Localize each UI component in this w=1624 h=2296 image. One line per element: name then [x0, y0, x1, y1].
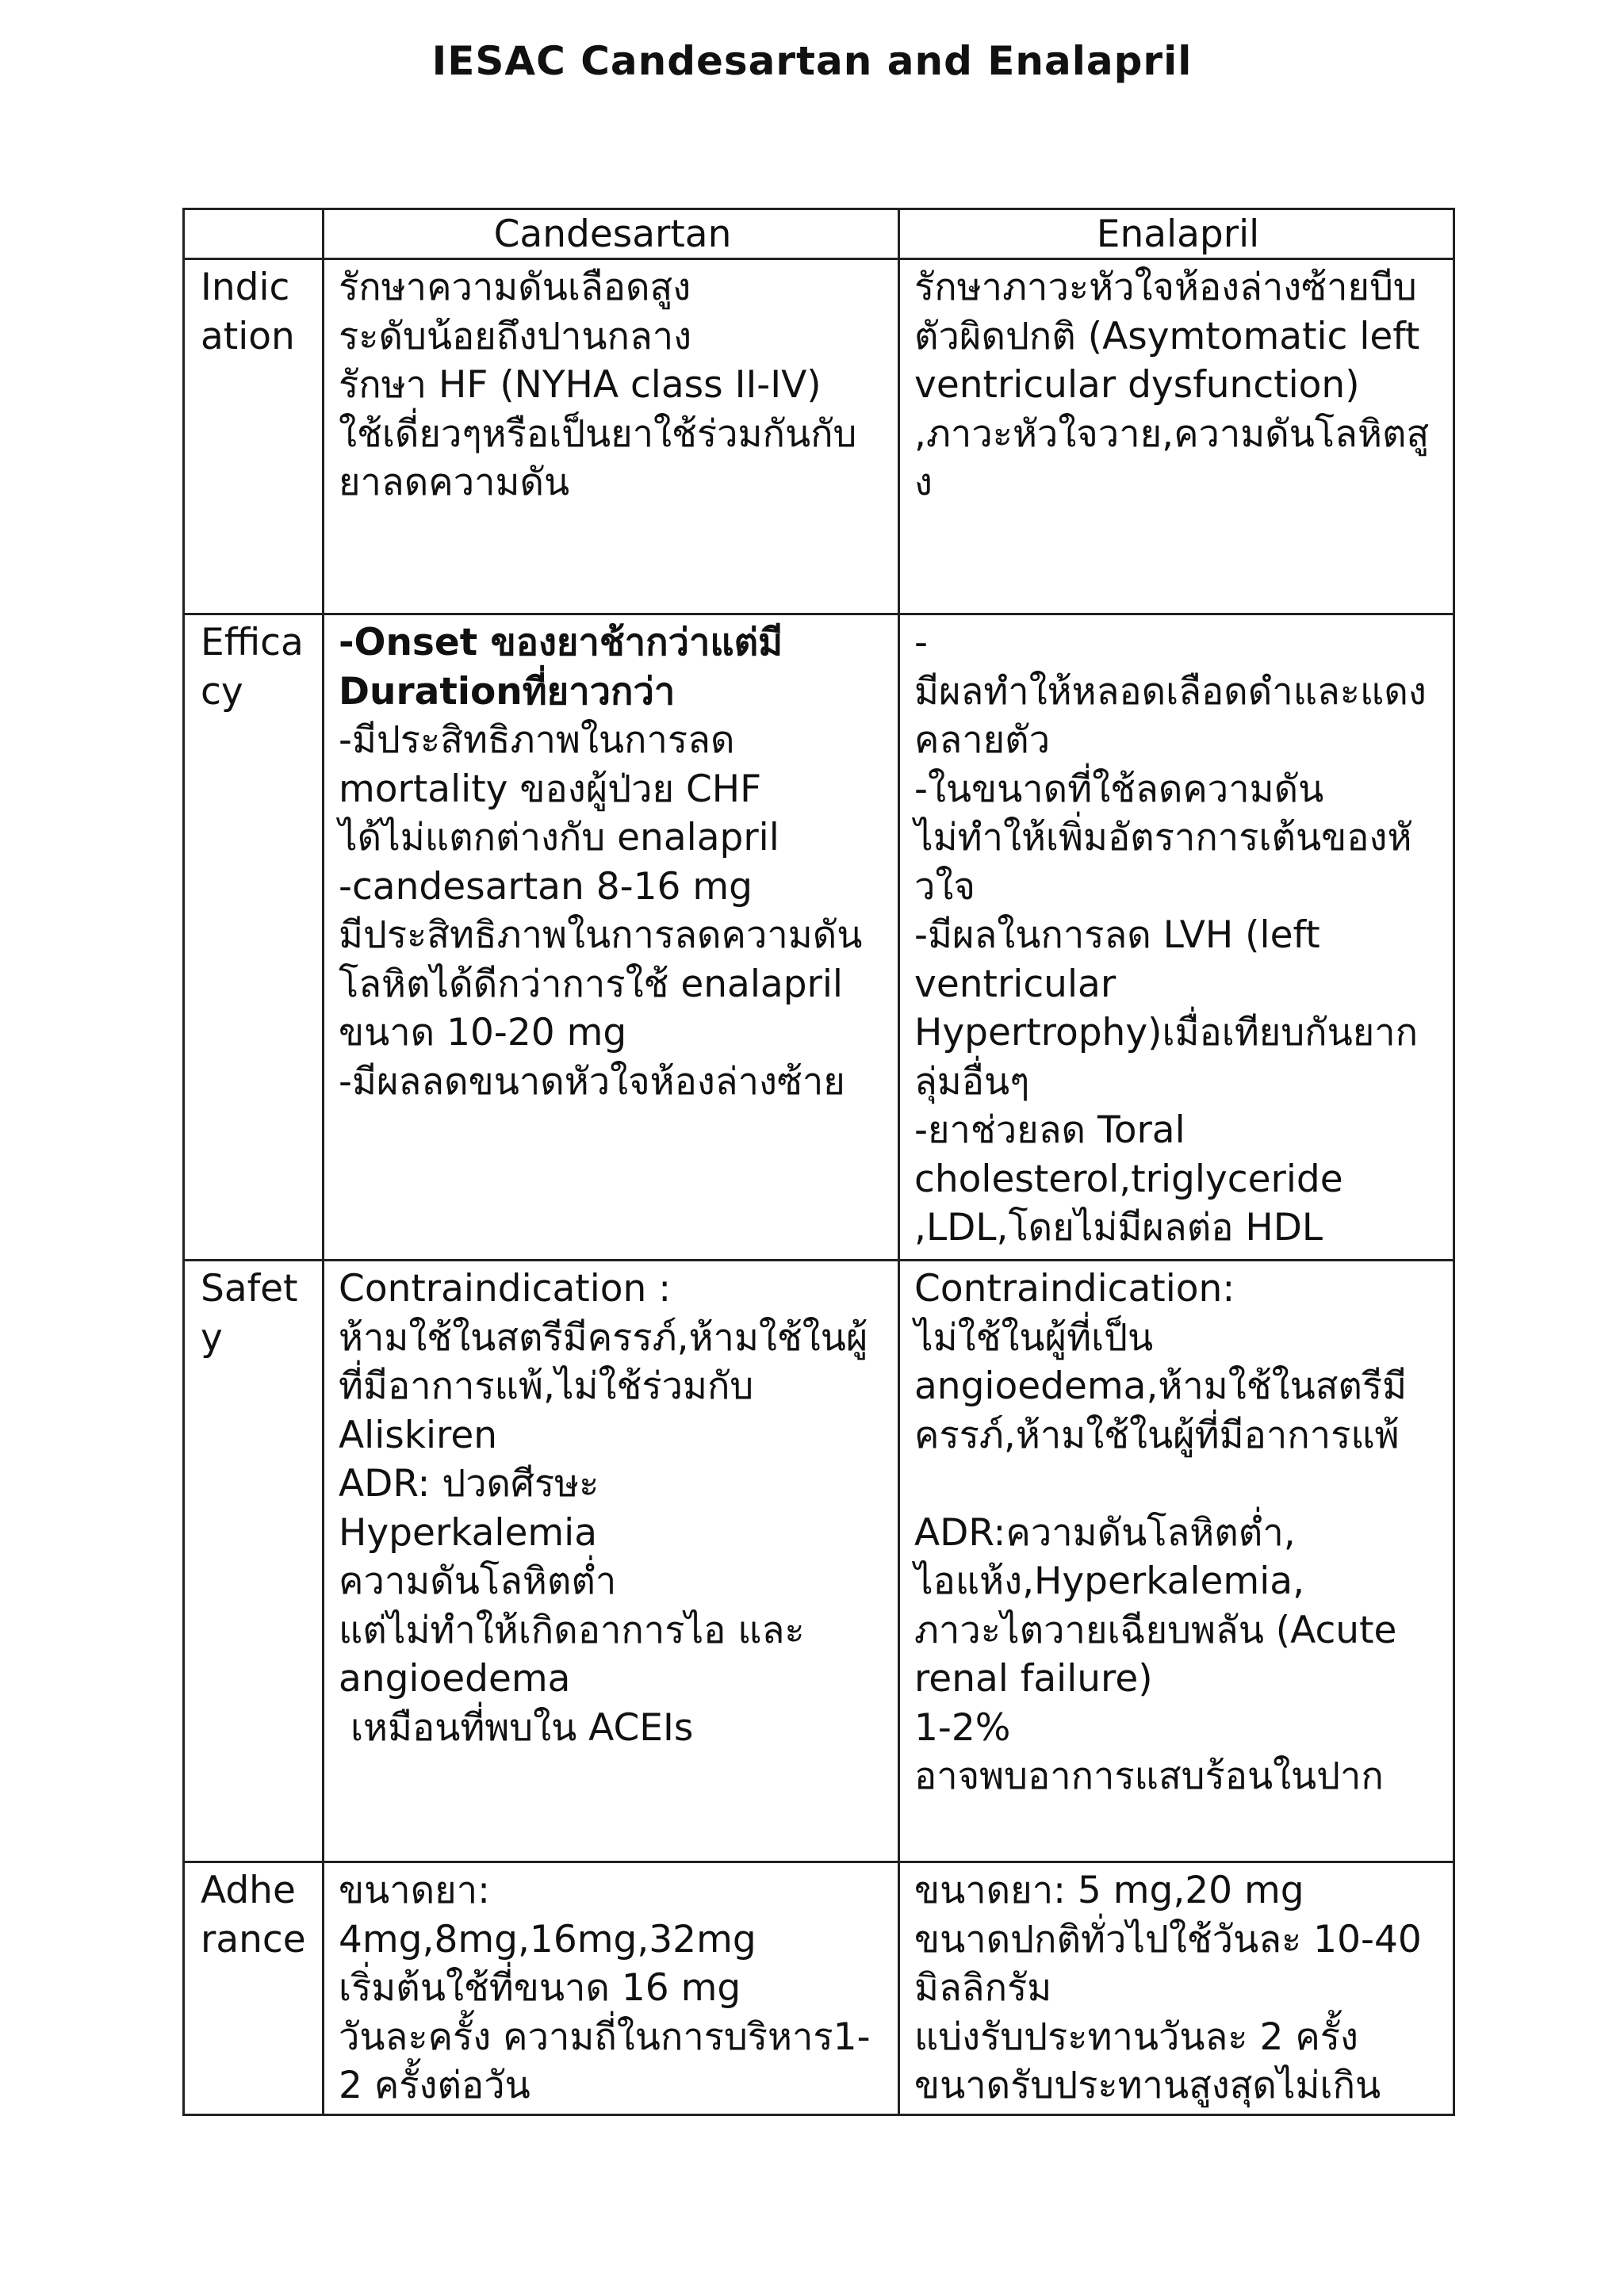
- cell-line: ตัวผิดปกติ (Asymtomatic left: [914, 314, 1420, 358]
- cell-line: cholesterol,triglyceride: [914, 1157, 1343, 1201]
- cell-line: ภาวะไตวายเฉียบพลัน (Acute: [914, 1608, 1397, 1652]
- cell-line: มีประสิทธิภาพในการลดความดัน: [339, 913, 863, 957]
- cell-indication-candesartan: [324, 259, 899, 614]
- table-header-row: [184, 209, 1454, 259]
- row-label-line: Adhe: [201, 1869, 296, 1912]
- cell-line: ADR: ปวดศีรษะ: [339, 1462, 599, 1506]
- cell-line: ครรภ์,ห้ามใช้ในผู้ที่มีอาการแพ้: [914, 1413, 1400, 1457]
- cell-line: มีผลทำให้หลอดเลือดดำและแดง: [914, 669, 1427, 714]
- cell-line: โลหิตได้ดีกว่าการใช้ enalapril: [339, 962, 843, 1006]
- cell-line: 2 ครั้งต่อวัน: [339, 2064, 530, 2107]
- cell-line: ได้ไม่แตกต่างกับ enalapril: [339, 816, 779, 859]
- cell-line: angioedema,ห้ามใช้ในสตรีมี: [914, 1364, 1408, 1408]
- cell-line: มิลลิกรัม: [914, 1966, 1052, 2010]
- cell-line: วันละครั้ง ความถี่ในการบริหาร1-: [339, 2015, 871, 2059]
- header-corner-cell: [184, 209, 324, 259]
- cell-line: ยาลดความดัน: [339, 461, 570, 504]
- row-label-line: cy: [201, 669, 243, 714]
- cell-line: renal failure): [914, 1657, 1153, 1701]
- cell-line: อาจพบอาการแสบร้อนในปาก: [914, 1755, 1384, 1798]
- cell-line: ventricular dysfunction): [914, 363, 1360, 407]
- cell-line: 4mg,8mg,16mg,32mg: [339, 1917, 756, 1961]
- table-row-efficacy: [184, 614, 1454, 1261]
- cell-line: angioedema: [339, 1657, 571, 1701]
- cell-line: ขนาดรับประทานสูงสุดไม่เกิน: [914, 2064, 1381, 2107]
- table-row-adherence: [184, 1862, 1454, 2115]
- cell-line: -ในขนาดที่ใช้ลดความดัน: [914, 767, 1324, 811]
- table-row-safety: [184, 1261, 1454, 1862]
- row-label-efficacy: [184, 614, 324, 1261]
- cell-line: Contraindication:: [914, 1267, 1235, 1311]
- cell-line: ADR:ความดันโลหิตต่ำ,: [914, 1510, 1296, 1555]
- cell-line: -มีผลในการลด LVH (left: [914, 913, 1320, 957]
- cell-line: ขนาดปกติทั่วไปใช้วันละ 10-40: [914, 1917, 1422, 1961]
- cell-line: -มีผลลดขนาดหัวใจห้องล่างซ้าย: [339, 1059, 845, 1104]
- cell-line: ขนาดยา:: [339, 1869, 490, 1912]
- cell-line: Hyperkalemia: [339, 1510, 598, 1555]
- cell-efficacy-candesartan: [324, 614, 899, 1261]
- header-candesartan: Candesartan: [324, 209, 899, 259]
- cell-line: คลายตัว: [914, 718, 1051, 762]
- cell-line: ,ภาวะหัวใจวาย,ความดันโลหิตสู: [914, 411, 1430, 456]
- cell-line: ที่มีอาการแพ้,ไม่ใช้ร่วมกับ: [339, 1364, 754, 1408]
- cell-line: Contraindication :: [339, 1267, 672, 1311]
- cell-line: ventricular: [914, 962, 1116, 1006]
- cell-line: 1-2%: [914, 1705, 1011, 1750]
- cell-efficacy-enalapril: [899, 614, 1454, 1261]
- cell-line: เหมือนที่พบใน ACEIs: [339, 1705, 694, 1750]
- cell-line-bold: -Onset ของยาช้ากว่าแต่มี: [339, 621, 783, 664]
- cell-line: แบ่งรับประทานวันละ 2 ครั้ง: [914, 2015, 1358, 2059]
- cell-adherence-candesartan: [324, 1862, 899, 2115]
- cell-line: ห้ามใช้ในสตรีมีครรภ์,ห้ามใช้ในผู้: [339, 1315, 868, 1360]
- cell-line: Hypertrophy)เมื่อเทียบกันยาก: [914, 1011, 1419, 1054]
- row-label-line: ation: [201, 314, 295, 358]
- cell-line: -candesartan 8-16 mg: [339, 864, 753, 909]
- cell-line: ใช้เดี่ยวๆหรือเป็นยาใช้ร่วมกันกับ: [339, 411, 857, 456]
- row-label-line: y: [201, 1315, 223, 1360]
- cell-safety-enalapril: [899, 1261, 1454, 1862]
- row-label-line: Effica: [201, 621, 304, 664]
- cell-line: รักษา HF (NYHA class II-IV): [339, 363, 822, 407]
- comparison-table: [182, 208, 1455, 2116]
- cell-line: -ยาช่วยลด Toral: [914, 1108, 1185, 1152]
- row-label-indication: [184, 259, 324, 614]
- cell-indication-enalapril: [899, 259, 1454, 614]
- cell-line: mortality ของผู้ป่วย CHF: [339, 767, 762, 811]
- cell-line-blank: [914, 1460, 1442, 1509]
- cell-line: ระดับน้อยถึงปานกลาง: [339, 314, 692, 358]
- cell-line: ง: [914, 461, 933, 504]
- cell-line: ขนาด 10-20 mg: [339, 1011, 627, 1054]
- page-title: IESAC Candesartan and Enalapril: [431, 38, 1193, 84]
- cell-line: ไม่ทำให้เพิ่มอัตราการเต้นของหั: [914, 816, 1412, 859]
- cell-line: ความดันโลหิตต่ำ: [339, 1559, 617, 1603]
- row-label-line: Safet: [201, 1267, 298, 1311]
- cell-line: ,LDL,โดยไม่มีผลต่อ HDL: [914, 1206, 1323, 1249]
- row-label-line: Indic: [201, 266, 290, 309]
- cell-line: ไม่ใช้ในผู้ที่เป็น: [914, 1315, 1154, 1360]
- cell-line: ขนาดยา: 5 mg,20 mg: [914, 1869, 1304, 1912]
- cell-line: -: [914, 621, 928, 664]
- cell-adherence-enalapril: [899, 1862, 1454, 2115]
- cell-line: Aliskiren: [339, 1413, 498, 1457]
- cell-line: วใจ: [914, 864, 975, 909]
- cell-safety-candesartan: [324, 1261, 899, 1862]
- cell-line: รักษาภาวะหัวใจห้องล่างซ้ายบีบ: [914, 266, 1417, 309]
- header-enalapril: Enalapril: [899, 209, 1454, 259]
- cell-line: ลุ่มอื่นๆ: [914, 1059, 1030, 1104]
- row-label-safety: [184, 1261, 324, 1862]
- table-row-indication: [184, 259, 1454, 614]
- cell-line: -มีประสิทธิภาพในการลด: [339, 718, 735, 762]
- cell-line: ไอแห้ง,Hyperkalemia,: [914, 1559, 1305, 1603]
- row-label-line: rance: [201, 1917, 306, 1961]
- cell-line-bold: Durationที่ยาวกว่า: [339, 669, 676, 714]
- cell-line: เริ่มต้นใช้ที่ขนาด 16 mg: [339, 1966, 741, 2010]
- cell-line: รักษาความดันเลือดสูง: [339, 266, 691, 309]
- cell-line: แต่ไม่ทำให้เกิดอาการไอ และ: [339, 1608, 805, 1652]
- row-label-adherence: [184, 1862, 324, 2115]
